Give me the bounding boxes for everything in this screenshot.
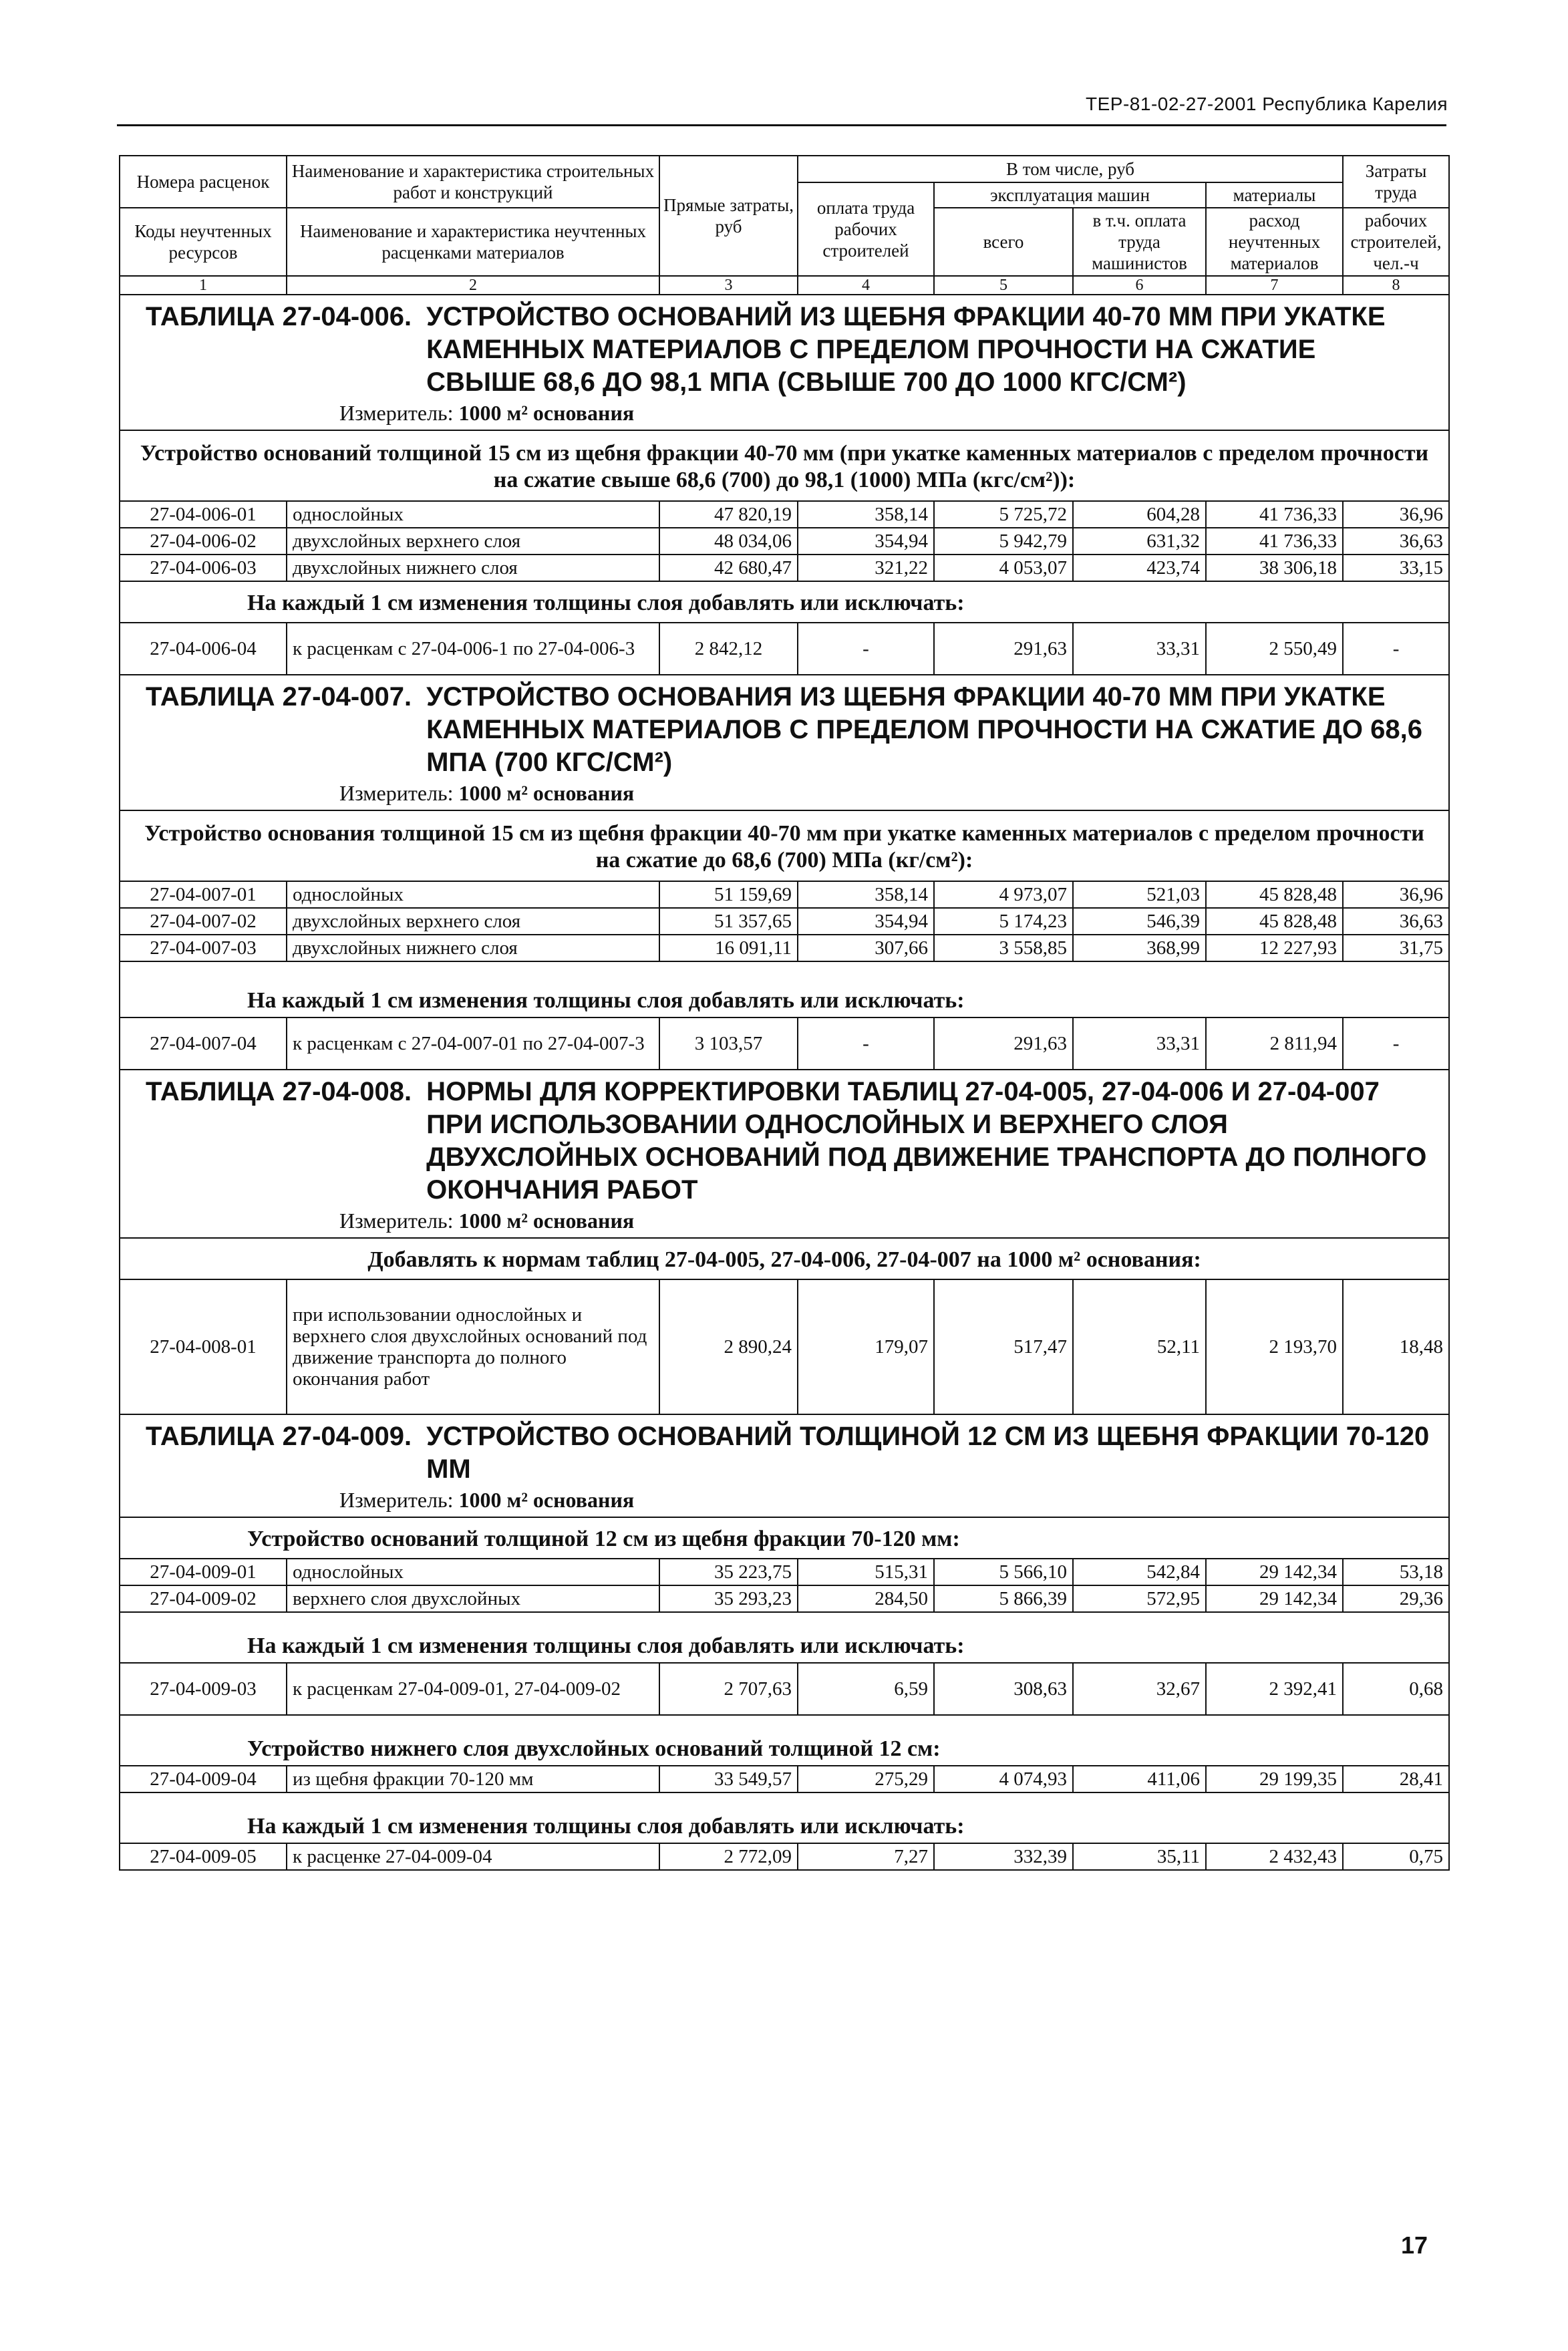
section-heading: Устройство нижнего слоя двухслойных оснований толщиной 12 см:	[120, 1715, 1449, 1766]
col-number: 6	[1073, 276, 1206, 295]
table-row: 27-04-006-02 двухслойных верхнего слоя 48 034,06 354,94 5 942,79 631,32 41 736,33 36,63	[120, 528, 1449, 555]
table-27-04-006	[120, 295, 1449, 675]
col-operators-pay-header: в т.ч. оплата труда машинистов	[1073, 208, 1206, 276]
page-number: 17	[1400, 2231, 1428, 2259]
document-body	[119, 155, 1448, 1871]
running-title: ТЕР-81-02-27-2001 Республика Карелия	[1086, 94, 1448, 114]
table-caption: УСТРОЙСТВО ОСНОВАНИЯ ИЗ ЩЕБНЯ ФРАКЦИИ 40-70 ММ ПРИ УКАТКЕ КАМЕННЫХ МАТЕРИАЛОВ С ПРЕДЕЛОМ ПРОЧНОСТИ НА СЖАТИЕ ДО 68,6 МПА (700 КГС/СМ²)	[426, 682, 1422, 777]
col-work-name-header: Наименование и характеристика строительных работ и конструкций	[287, 156, 659, 208]
col-number: 4	[798, 276, 934, 295]
col-labor-header-top: Затраты труда	[1343, 156, 1449, 208]
col-materials-header: материалы	[1206, 182, 1343, 208]
col-resource-codes-header: Коды неучтенных ресурсов	[120, 208, 287, 276]
col-direct-costs-header: Прямые затраты, руб	[659, 156, 798, 276]
table-header	[120, 156, 1449, 295]
table-row: 27-04-006-01 однослойных 47 820,19 358,14 5 725,72 604,28 41 736,33 36,96	[120, 501, 1449, 528]
section-heading: На каждый 1 см изменения толщины слоя добавлять или исключать:	[120, 1792, 1449, 1843]
table-title	[139, 1420, 1430, 1486]
table-label: ТАБЛИЦА 27-04-007.	[146, 682, 412, 712]
header-rule	[117, 124, 1446, 126]
table-title	[139, 301, 1430, 399]
col-number: 3	[659, 276, 798, 295]
section-heading: Устройство оснований толщиной 15 см из щебня фракции 40-70 мм (при укатке каменных материалов с пределом прочности на сжатие свыше 68,6 (700) до 98,1 (1000) МПа (кгс/см²)):	[120, 430, 1449, 501]
section-heading: Устройство оснований толщиной 12 см из щебня фракции 70-120 мм:	[120, 1517, 1449, 1559]
col-material-consumption-header: расход неучтенных материалов	[1206, 208, 1343, 276]
col-number: 5	[934, 276, 1073, 295]
section-heading: На каждый 1 см изменения толщины слоя добавлять или исключать:	[120, 1612, 1449, 1663]
measure-unit: Измеритель: 1000 м² основания	[339, 1488, 635, 1512]
table-27-04-008	[120, 1070, 1449, 1414]
table-row: 27-04-006-04 к расценкам с 27-04-006-1 по 27-04-006-3 2 842,12 - 291,63 33,31 2 550,49 -	[120, 623, 1449, 675]
table-caption: УСТРОЙСТВО ОСНОВАНИЙ ТОЛЩИНОЙ 12 СМ ИЗ ЩЕБНЯ ФРАКЦИИ 70-120 ММ	[426, 1422, 1430, 1484]
section-heading: На каждый 1 см изменения толщины слоя добавлять или исключать:	[120, 961, 1449, 1017]
table-label: ТАБЛИЦА 27-04-008.	[146, 1077, 412, 1106]
col-machines-header: эксплуатация машин	[934, 182, 1206, 208]
rates-table	[119, 155, 1450, 1871]
table-label: ТАБЛИЦА 27-04-006.	[146, 302, 412, 331]
table-row: 27-04-008-01 при использовании однослойных и верхнего слоя двухслойных оснований под движение транспорта до полного окончания работ 2 890,24 179,07 517,47 52,11 2 193,70 18,48	[120, 1279, 1449, 1414]
table-row: 27-04-009-03 к расценкам 27-04-009-01, 27-04-009-02 2 707,63 6,59 308,63 32,67 2 392,41 0,68	[120, 1663, 1449, 1715]
table-27-04-007	[120, 675, 1449, 1070]
col-number: 8	[1343, 276, 1449, 295]
table-row: 27-04-009-04 из щебня фракции 70-120 мм 33 549,57 275,29 4 074,93 411,06 29 199,35 28,41	[120, 1766, 1449, 1792]
col-labor-header-bottom: рабочих строителей, чел.-ч	[1343, 208, 1449, 276]
measure-unit: Измеритель: 1000 м² основания	[339, 781, 635, 805]
col-machines-total-header: всего	[934, 208, 1073, 276]
col-workers-pay-header: оплата труда рабочих строителей	[798, 182, 934, 276]
table-row: 27-04-006-03 двухслойных нижнего слоя 42 680,47 321,22 4 053,07 423,74 38 306,18 33,15	[120, 555, 1449, 581]
col-number: 2	[287, 276, 659, 295]
table-row: 27-04-009-05 к расценке 27-04-009-04 2 772,09 7,27 332,39 35,11 2 432,43 0,75	[120, 1843, 1449, 1870]
table-title	[139, 1076, 1430, 1207]
table-label: ТАБЛИЦА 27-04-009.	[146, 1422, 412, 1451]
table-row: 27-04-007-03 двухслойных нижнего слоя 16 091,11 307,66 3 558,85 368,99 12 227,93 31,75	[120, 935, 1449, 961]
table-title	[139, 681, 1430, 779]
table-caption: НОРМЫ ДЛЯ КОРРЕКТИРОВКИ ТАБЛИЦ 27-04-005, 27-04-006 И 27-04-007 ПРИ ИСПОЛЬЗОВАНИИ ОДНОСЛОЙНЫХ И ВЕРХНЕГО СЛОЯ ДВУХСЛОЙНЫХ ОСНОВАНИЙ ПОД ДВИЖЕНИЕ ТРАНСПОРТА ДО ПОЛНОГО ОКОНЧАНИЯ РАБОТ	[426, 1077, 1427, 1205]
section-heading: Добавлять к нормам таблиц 27-04-005, 27-04-006, 27-04-007 на 1000 м² основания:	[120, 1238, 1449, 1279]
measure-unit: Измеритель: 1000 м² основания	[339, 401, 635, 425]
col-rate-number-header: Номера расценок	[120, 156, 287, 208]
section-heading: Устройство основания толщиной 15 см из щебня фракции 40-70 мм при укатке каменных материалов с пределом прочности на сжатие до 68,6 (700) МПа (кг/см²):	[120, 810, 1449, 881]
table-row: 27-04-009-02 верхнего слоя двухслойных 35 293,23 284,50 5 866,39 572,95 29 142,34 29,36	[120, 1585, 1449, 1612]
col-number: 1	[120, 276, 287, 295]
table-row: 27-04-009-01 однослойных 35 223,75 515,31 5 566,10 542,84 29 142,34 53,18	[120, 1559, 1449, 1585]
table-27-04-009	[120, 1414, 1449, 1870]
measure-unit: Измеритель: 1000 м² основания	[339, 1209, 635, 1233]
table-row: 27-04-007-01 однослойных 51 159,69 358,14 4 973,07 521,03 45 828,48 36,96	[120, 881, 1449, 908]
section-heading: На каждый 1 см изменения толщины слоя добавлять или исключать:	[120, 581, 1449, 623]
col-material-name-header: Наименование и характеристика неучтенных расценками материалов	[287, 208, 659, 276]
table-row: 27-04-007-02 двухслойных верхнего слоя 51 357,65 354,94 5 174,23 546,39 45 828,48 36,63	[120, 908, 1449, 935]
table-row: 27-04-007-04 к расценкам с 27-04-007-01 по 27-04-007-3 3 103,57 - 291,63 33,31 2 811,94 -	[120, 1017, 1449, 1070]
table-caption: УСТРОЙСТВО ОСНОВАНИЙ ИЗ ЩЕБНЯ ФРАКЦИИ 40-70 ММ ПРИ УКАТКЕ КАМЕННЫХ МАТЕРИАЛОВ С ПРЕДЕЛОМ ПРОЧНОСТИ НА СЖАТИЕ СВЫШЕ 68,6 ДО 98,1 МПА (СВЫШЕ 700 ДО 1000 КГС/СМ²)	[426, 302, 1386, 397]
col-including-header: В том числе, руб	[798, 156, 1343, 182]
col-number: 7	[1206, 276, 1343, 295]
